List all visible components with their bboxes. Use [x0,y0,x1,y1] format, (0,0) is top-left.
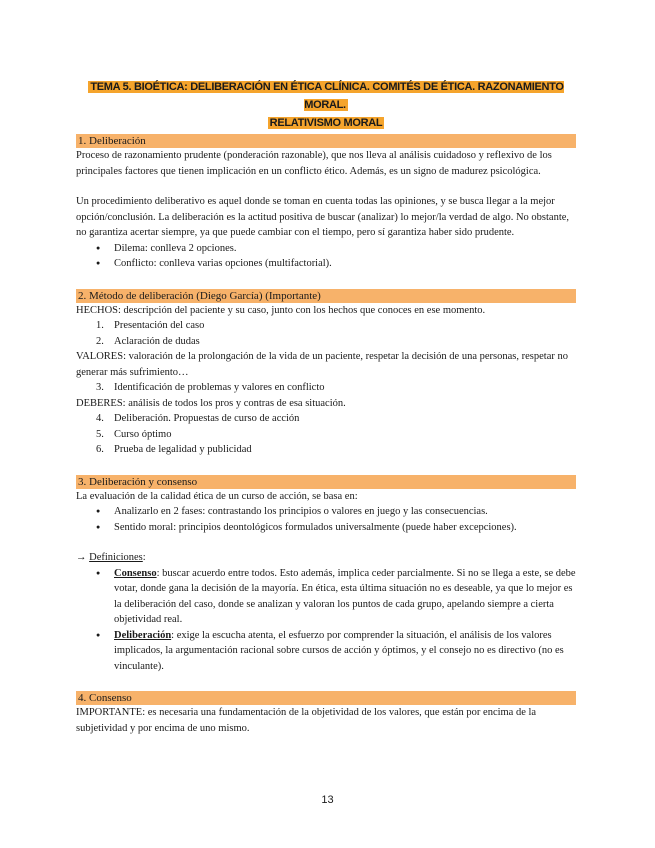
steps-list-c [76,411,576,458]
section-1-paragraph-1: Proceso de razonamiento prudente (ponderación razonable), que nos lleva al análisis cuidadoso y reflexivo de los principales factores que tienen implicación en un conflicto ético. Además, es un signo de madurez psicológica. [76,150,552,177]
section-4-paragraph: IMPORTANTE: es necesaria una fundamentación de la objetividad de los valores, que están por encima de la subjetividad y por encima de uno mismo. [76,707,537,734]
section-1-heading: 1. Deliberación [76,134,576,148]
steps-list-b [76,380,576,396]
steps-list-a [76,318,576,349]
list-item: ● Conflicto: conlleva varias opciones (multifactorial). [76,256,576,272]
list-item: 1. Presentación del caso [96,320,205,331]
list-item: 6. Prueba de legalidad y publicidad [96,444,252,455]
definition-item: ● Deliberación: exige la escucha atenta, el esfuerzo por comprender la situación, el análisis de los valores implicados, la argumentación racional sobre cursos de acción y óptimos, y el consejo no es directivo (no es vinculante). [76,628,576,675]
list-item: ● Dilema: conlleva 2 opciones. [76,241,576,257]
valores-text: VALORES: valoración de la prolongación de la vida de un paciente, respetar la decisión de una personas, respetar no generar más sufrimiento… [76,351,568,378]
section-2-heading: 2. Método de deliberación (Diego García) (Importante) [76,289,576,303]
section-4-heading: 4. Consenso [76,691,576,705]
list-item: 5. Curso óptimo [96,428,172,440]
title-line-1: TEMA 5. BIOÉTICA: DELIBERACIÓN EN ÉTICA CLÍNICA. COMITÉS DE ÉTICA. RAZONAMIENTO MORAL. [90,81,564,111]
title-line-2: RELATIVISMO MORAL [269,117,383,129]
section-3-bullets [76,504,576,535]
page-number: 13 [321,794,334,806]
document-page [76,78,576,736]
section-3-intro: La evaluación de la calidad ética de un curso de acción, se basa en: [76,490,358,502]
section-1-paragraph-2: Un procedimiento deliberativo es aquel donde se toman en cuenta todas las opiniones, y se busca llegar a la mejor opción/conclusión. La deliberación es la actitud positiva de buscar (analizar) lo mejor/la verdad de algo. No obstante, no garantiza acertar siempre, ya que puede cambiar con el tiempo, pero sí garantiza haber sido prudente. [76,196,570,238]
list-item: ● Analizarlo en 2 fases: contrastando los principios o valores en juego y las consecuencias. [76,504,576,520]
hechos-text: HECHOS: descripción del paciente y su caso, junto con los hechos que conoces en ese momento. [76,304,486,316]
deberes-text: DEBERES: análisis de todos los pros y contras de esa situación. [76,397,346,409]
list-item: 4. Deliberación. Propuestas de curso de acción [96,413,300,424]
page-title [76,78,576,132]
list-item: 3. Identificación de problemas y valores en conflicto [96,382,325,393]
list-item: ● Sentido moral: principios deontológicos formulados universalmente (puede haber excepciones). [76,520,576,536]
definition-item: ● Consenso: buscar acuerdo entre todos. Esto además, implica ceder parcialmente. Si no se llega a este, se debe votar, donde gana la decisión de la mayoría. En ética, esta última situación no es deseable, ya que lo mejor es la deliberación del caso, donde se analizan y valoran los puntos de cada grupo, apelando siempre a cierta objetividad real. [76,566,576,628]
definitions-label: → Definiciones: [76,552,146,563]
definitions-list [76,566,576,675]
section-3-heading: 3. Deliberación y consenso [76,475,576,489]
section-1-bullets [76,241,576,272]
list-item: 2. Aclaración de dudas [96,335,200,347]
